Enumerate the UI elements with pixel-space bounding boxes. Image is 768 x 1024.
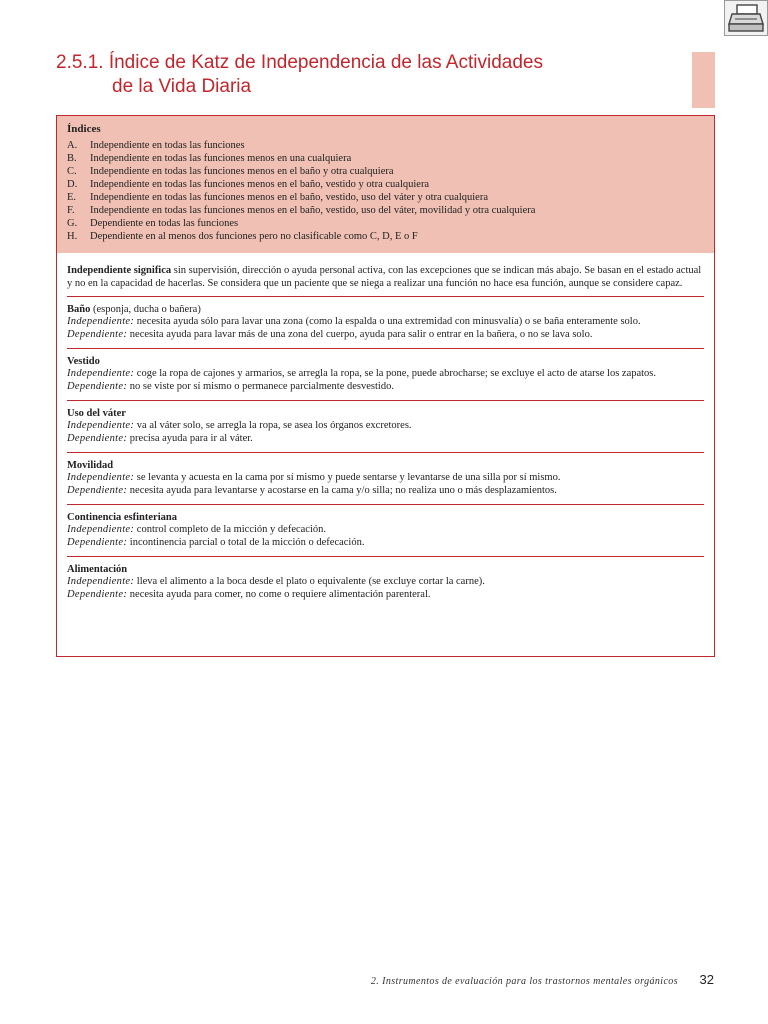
section-continencia [67, 504, 704, 556]
section-title-text: Baño [67, 304, 91, 315]
intro-text: sin supervisión, dirección o ayuda personal activa, con las excepciones que se indican más abajo. Se basan en el estado actual y no en la capacidad de hacerlas. Se considera que un paciente que se niega a realizar una función no hace esa función, aunque se considere capaz. [67, 265, 702, 289]
section-title: Movilidad [67, 460, 114, 471]
section-movilidad [67, 452, 704, 504]
intro-paragraph [67, 265, 704, 290]
definitions-body [57, 253, 714, 608]
dependiente-row [67, 433, 704, 446]
indices-panel [57, 116, 714, 253]
index-text: Independiente en todas las funciones menos en el baño, vestido, uso del váter y otra cualquiera [90, 192, 488, 203]
index-letter: H. [67, 231, 78, 242]
section-title: Uso del váter [67, 408, 126, 419]
katz-index-table [56, 115, 715, 657]
independiente-label: Independiente: [67, 316, 135, 327]
index-item-b [67, 152, 704, 165]
dependiente-text: necesita ayuda para levantarse y acostarse en la cama y/o silla; no realiza uno o más desplazamientos. [127, 484, 557, 496]
footer-chapter-title: 2. Instrumentos de evaluación para los trastornos mentales orgánicos [370, 976, 678, 987]
section-tab-marker [692, 52, 715, 108]
index-text: Independiente en todas las funciones [90, 140, 245, 151]
index-text: Dependiente en todas las funciones [90, 218, 239, 229]
index-text: Independiente en todas las funciones menos en una cualquiera [90, 153, 352, 164]
section-bano [67, 296, 704, 348]
independiente-row [67, 316, 704, 329]
index-text: Independiente en todas las funciones menos en el baño, vestido y otra cualquiera [90, 179, 430, 190]
independiente-row [67, 368, 704, 381]
section-title: Continencia esfinteriana [67, 512, 177, 523]
index-letter: D. [67, 179, 78, 190]
independiente-text: coge la ropa de cajones y armarios, se arregla la ropa, se la pone, puede abrocharse; se excluye el acto de atarse los zapatos. [134, 368, 657, 379]
printer-icon [725, 1, 767, 35]
section-title: Alimentación [67, 564, 128, 575]
print-button[interactable] [724, 0, 768, 36]
index-letter: A. [67, 140, 78, 151]
dependiente-label: Dependiente: [67, 328, 128, 340]
index-text: Independiente en todas las funciones menos en el baño y otra cualquiera [90, 166, 394, 177]
dependiente-row [67, 329, 704, 342]
section-title: Vestido [67, 356, 100, 367]
dependiente-row [67, 485, 704, 498]
independiente-text: se levanta y acuesta en la cama por sí mismo y puede sentarse y levantarse de una silla por sí mismo. [134, 472, 561, 483]
dependiente-row [67, 537, 704, 550]
independiente-row [67, 576, 704, 589]
dependiente-label: Dependiente: [67, 432, 128, 444]
dependiente-label: Dependiente: [67, 588, 128, 600]
index-item-a [67, 139, 704, 152]
page-title [56, 51, 676, 99]
index-item-g [67, 217, 704, 230]
section-uso-del-vater [67, 400, 704, 452]
independiente-row [67, 524, 704, 537]
index-text: Independiente en todas las funciones menos en el baño, vestido, uso del váter, movilidad y otra cualquiera [90, 205, 536, 216]
index-item-f [67, 204, 704, 217]
independiente-label: Independiente: [67, 472, 135, 483]
index-item-d [67, 178, 704, 191]
indices-title: Índices [67, 123, 101, 135]
index-letter: F. [67, 205, 75, 216]
independiente-text: control completo de la micción y defecación. [134, 524, 327, 535]
independiente-row [67, 420, 704, 433]
dependiente-text: incontinencia parcial o total de la micción o defecación. [127, 536, 365, 548]
section-vestido [67, 348, 704, 400]
independiente-label: Independiente: [67, 420, 135, 431]
page-title-line-1: 2.5.1. Índice de Katz de Independencia de las Actividades [56, 52, 543, 73]
dependiente-text: necesita ayuda para comer, no come o requiere alimentación parenteral. [127, 588, 431, 600]
independiente-text: necesita ayuda sólo para lavar una zona (como la espalda o una extremidad con minusvalía) o se baña enteramente solo. [134, 316, 641, 327]
dependiente-text: no se viste por sí mismo o permanece parcialmente desvestido. [127, 380, 394, 392]
page-number: 32 [699, 972, 714, 987]
independiente-label: Independiente: [67, 576, 135, 587]
index-letter: E. [67, 192, 77, 203]
index-letter: G. [67, 218, 78, 229]
independiente-label: Independiente: [67, 524, 135, 535]
independiente-text: lleva el alimento a la boca desde el plato o equivalente (se excluye cortar la carne). [134, 576, 485, 587]
dependiente-label: Dependiente: [67, 484, 128, 496]
index-letter: C. [67, 166, 77, 177]
index-text: Dependiente en al menos dos funciones pero no clasificable como C, D, E o F [90, 231, 418, 242]
section-note: (esponja, ducha o bañera) [90, 304, 201, 315]
section-title [67, 303, 704, 316]
independiente-row [67, 472, 704, 485]
dependiente-text: precisa ayuda para ir al váter. [127, 432, 253, 444]
dependiente-text: necesita ayuda para lavar más de una zona del cuerpo, ayuda para salir o entrar en la bañera, o no se lava solo. [127, 328, 593, 340]
intro-bold: Independiente significa [67, 265, 172, 276]
index-item-c [67, 165, 704, 178]
page-title-line-2: de la Vida Diaria [112, 76, 252, 97]
independiente-label: Independiente: [67, 368, 135, 379]
dependiente-row [67, 381, 704, 394]
index-letter: B. [67, 153, 77, 164]
dependiente-row [67, 589, 704, 602]
section-alimentacion [67, 556, 704, 608]
index-item-e [67, 191, 704, 204]
dependiente-label: Dependiente: [67, 380, 128, 392]
index-item-h [67, 230, 704, 243]
dependiente-label: Dependiente: [67, 536, 128, 548]
independiente-text: va al váter solo, se arregla la ropa, se asea los órganos excretores. [134, 420, 412, 431]
